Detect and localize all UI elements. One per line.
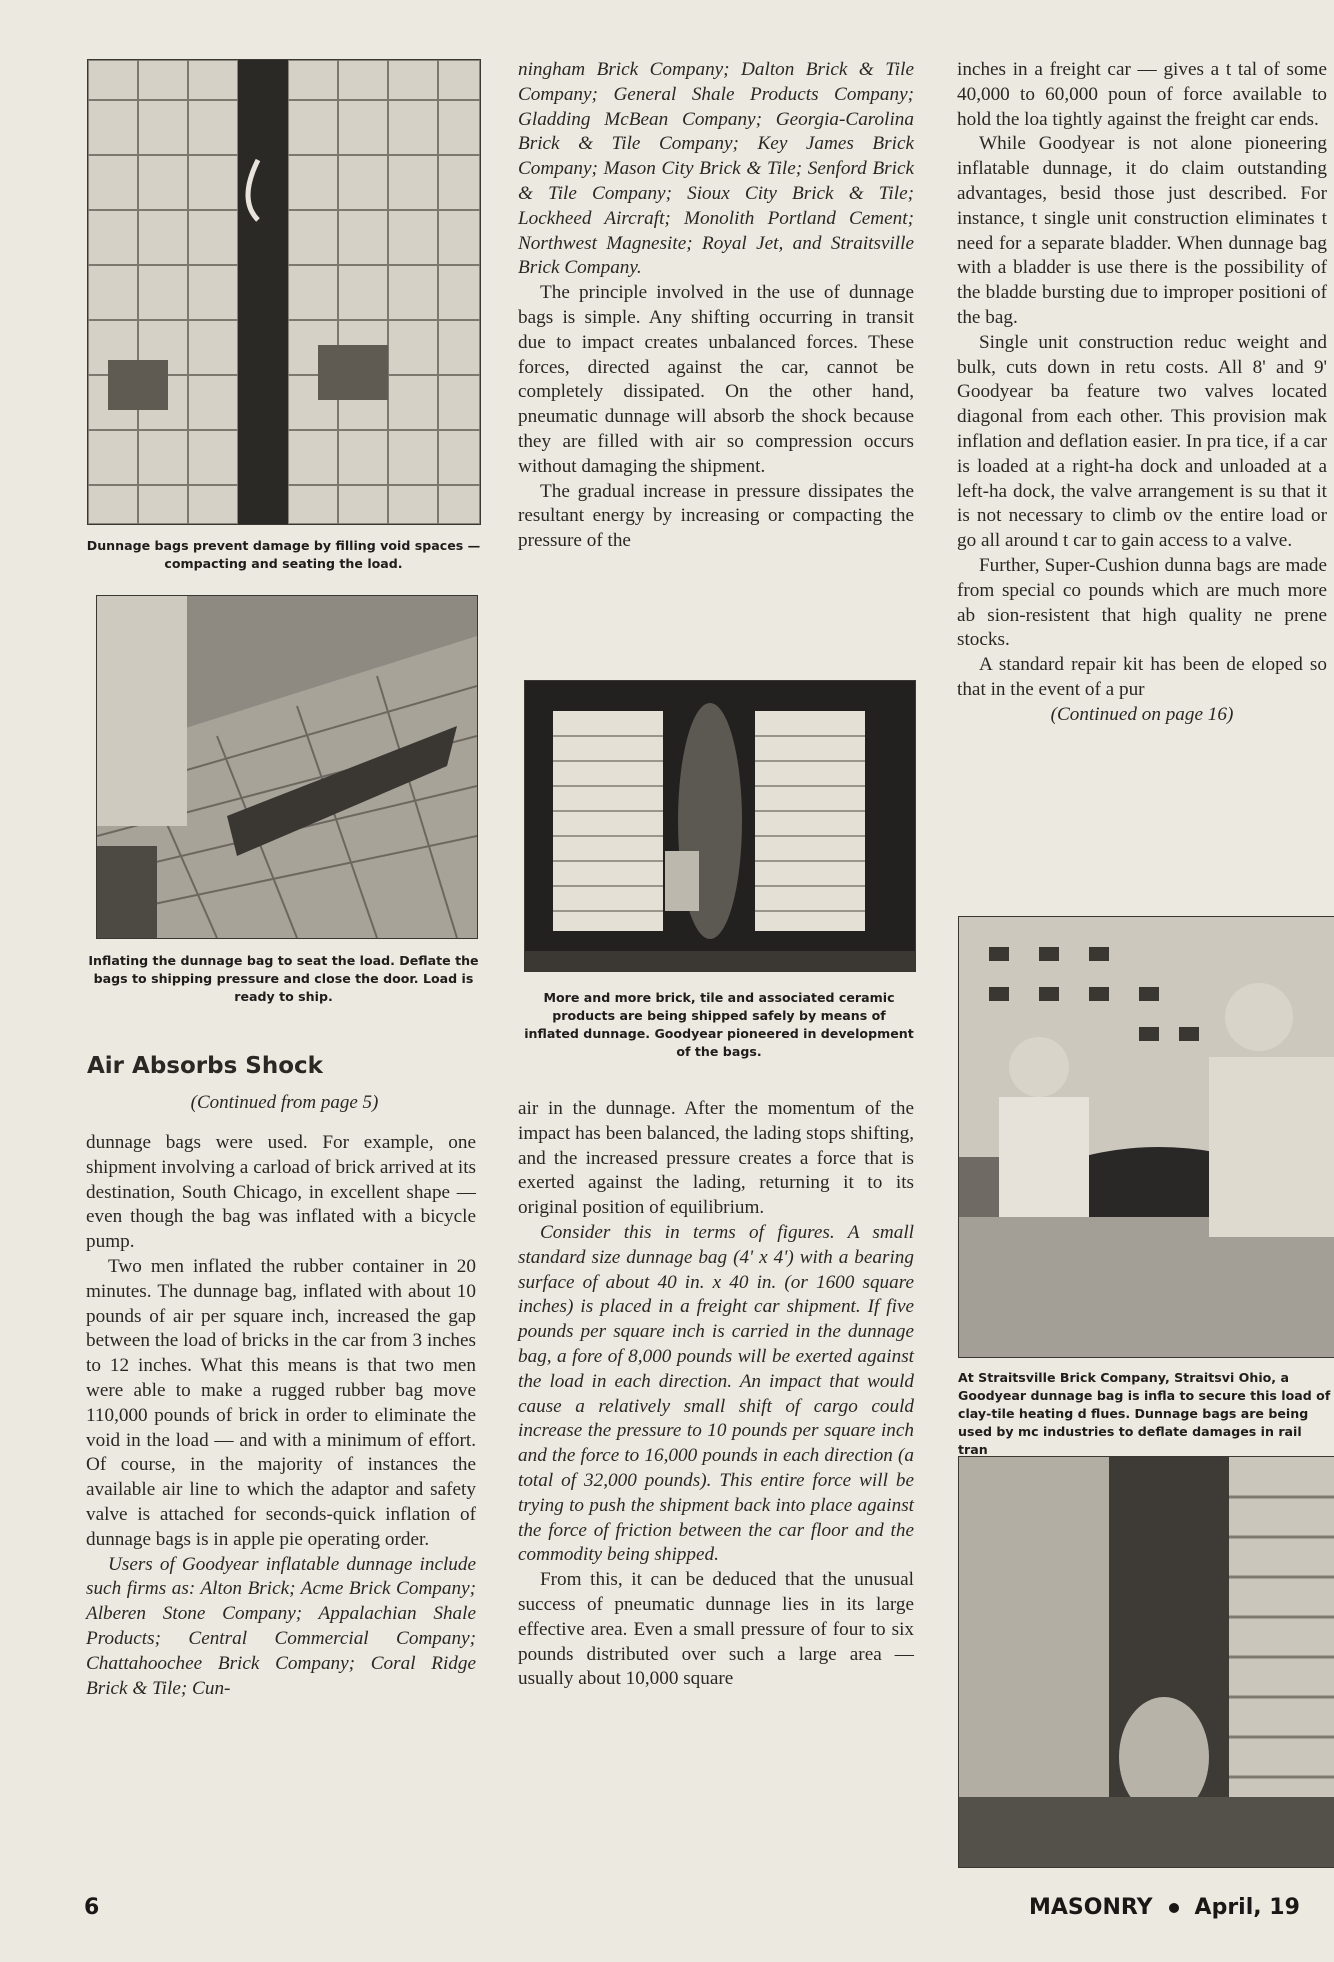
issue-date: April, 19	[1194, 1895, 1300, 1920]
photo-workers-inflating	[958, 916, 1334, 1358]
caption-photo-3: More and more brick, tile and associated ceramic products are being shipped safely by means of inflated dunnage. Goodyear pioneered in development of the bags.	[524, 990, 914, 1059]
col3-paragraph-1: inches in a freight car — gives a t tal of some 40,000 to 60,000 poun of force available to hold the loa tightly against the freight car ends.	[957, 59, 1327, 130]
col2-paragraph-2: The principle involved in the use of dunnage bags is simple. Any shifting occurring in transit due to impact creates unbalanced forces. These forces, directed against the car, cannot be completely dissipated. On the other hand, pneumatic dunnage will absorb the shock because they are filled with air so compression occurs without damaging the shipment.	[518, 282, 914, 477]
column-2-top-text	[518, 58, 914, 554]
continued-from: (Continued from page 5)	[190, 1092, 379, 1113]
col2-paragraph-5: Consider this in terms of figures. A small standard size dunnage bag (4' x 4') with a bearing surface of about 40 in. x 40 in. (or 1600 square inches) is placed in a freight car shipment. If five pounds per square inch is carried in the dunnage bag, a fore of 8,000 pounds will be exerted against the load in each direction. An impact that would cause a relatively small shift of cargo could increase the pressure to 10 pounds per square inch and the force to 16,000 pounds in each direction (a total of 32,000 pounds). This entire force will be trying to push the shipment back into place against the force of friction between the car floor and the commodity being shipped.	[518, 1221, 914, 1566]
photo-inflating-bag	[96, 595, 478, 939]
col1-paragraph-2: Two men inflated the rubber container in 20 minutes. The dunnage bag, inflated with about 10 pounds of air per square inch, increased the gap between the load of bricks in the car from 3 inches to 12 inches. What this means is that two men were able to make a rugged rubber bag move 110,000 pounds of brick in order to eliminate the void in the load — and with a minimum of effort. Of course, in the majority of instances the available air line to which the adaptor and safety valve is attached for seconds-quick inflation of dunnage bags is in apple pie operating order.	[86, 1255, 476, 1550]
bullet-icon	[1169, 1903, 1179, 1913]
section-heading: Air Absorbs Shock	[87, 1053, 323, 1079]
caption-photo-2: Inflating the dunnage bag to seat the load. Deflate the bags to shipping pressure and close the door. Load is ready to ship.	[88, 953, 479, 1004]
photo-bricks-dunnage	[87, 59, 481, 525]
col1-paragraph-3: Users of Goodyear inflatable dunnage include such firms as: Alton Brick; Acme Brick Company; Alberen Stone Company; Appalachian Shale Products; Central Commercial Company; Chattahoochee Brick Company; Coral Ridge Brick & Tile; Cun-	[86, 1553, 476, 1699]
col2-paragraph-3: The gradual increase in pressure dissipates the resultant energy by increasing or compacting the pressure of the	[518, 480, 914, 552]
column-1-text	[86, 1131, 476, 1701]
photo-rail-car-bag	[958, 1456, 1334, 1868]
photo-freight-car-door	[524, 680, 916, 972]
col1-paragraph-1: dunnage bags were used. For example, one shipment involving a carload of brick arrived at its destination, South Chicago, in excellent shape — even though the bag was inflated with a bicycle pump.	[86, 1132, 476, 1253]
caption-photo-4: At Straitsville Brick Company, Straitsvi Ohio, a Goodyear dunnage bag is infla to secure this load of clay-tile heating d flues. Dunnage bags are being used by mc industries to deflate damages in rail tran	[958, 1370, 1331, 1457]
caption-photo-1: Dunnage bags prevent damage by filling void spaces — compacting and seating the load.	[86, 538, 481, 571]
col3-paragraph-2: While Goodyear is not alone pioneering inflatable dunnage, it do claim outstanding advantages, besid those just described. For instance, t single unit construction eliminates t need for a separate bladder. When dunnage bag with a bladder is use there is the possibility of the bladde bursting due to improper positioni of the bag.	[957, 133, 1327, 328]
column-3-text	[957, 58, 1327, 728]
footer-masthead	[1029, 1895, 1300, 1920]
col2-paragraph-6: From this, it can be deduced that the unusual success of pneumatic dunnage lies in its large effective area. Even a small pressure of four to six pounds distributed over such a large area — usually about 10,000 square	[518, 1569, 914, 1690]
col3-paragraph-4: Further, Super-Cushion dunna bags are made from special co pounds which are much more ab sion-resistent that high quality ne prene stocks.	[957, 554, 1327, 651]
page-number: 6	[84, 1895, 100, 1920]
col2-paragraph-1: ningham Brick Company; Dalton Brick & Tile Company; General Shale Products Company; Gladding McBean Company; Georgia-Carolina Brick & Tile Company; Key James Brick Company; Mason City Brick & Tile; Senford Brick & Tile Company; Sioux City Brick & Tile; Lockheed Aircraft; Monolith Portland Cement; Northwest Magnesite; Royal Jet, and Straitsville Brick Company.	[518, 59, 914, 279]
continued-on: (Continued on page 16)	[1050, 703, 1234, 725]
col3-paragraph-5: A standard repair kit has been de eloped so that in the event of a pur	[957, 654, 1327, 700]
col2-paragraph-4: air in the dunnage. After the momentum of the impact has been balanced, the lading stops shifting, and the increased pressure creates a force that is exerted against the lading, returning it to its original position of equilibrium.	[518, 1098, 914, 1219]
col3-paragraph-3: Single unit construction reduc weight and bulk, cuts down in retu costs. All 8' and 9' Goodyear ba feature two valves located diagonal from each other. This provision mak inflation and deflation easier. In pra tice, if a car is loaded at a right-ha dock and unloaded at a left-ha dock, the valve arrangement is su that it is not necessary to climb ov the entire load or go all around t car to gain access to a valve.	[957, 331, 1327, 552]
column-2-bottom-text	[518, 1097, 914, 1692]
magazine-name: MASONRY	[1029, 1895, 1153, 1920]
